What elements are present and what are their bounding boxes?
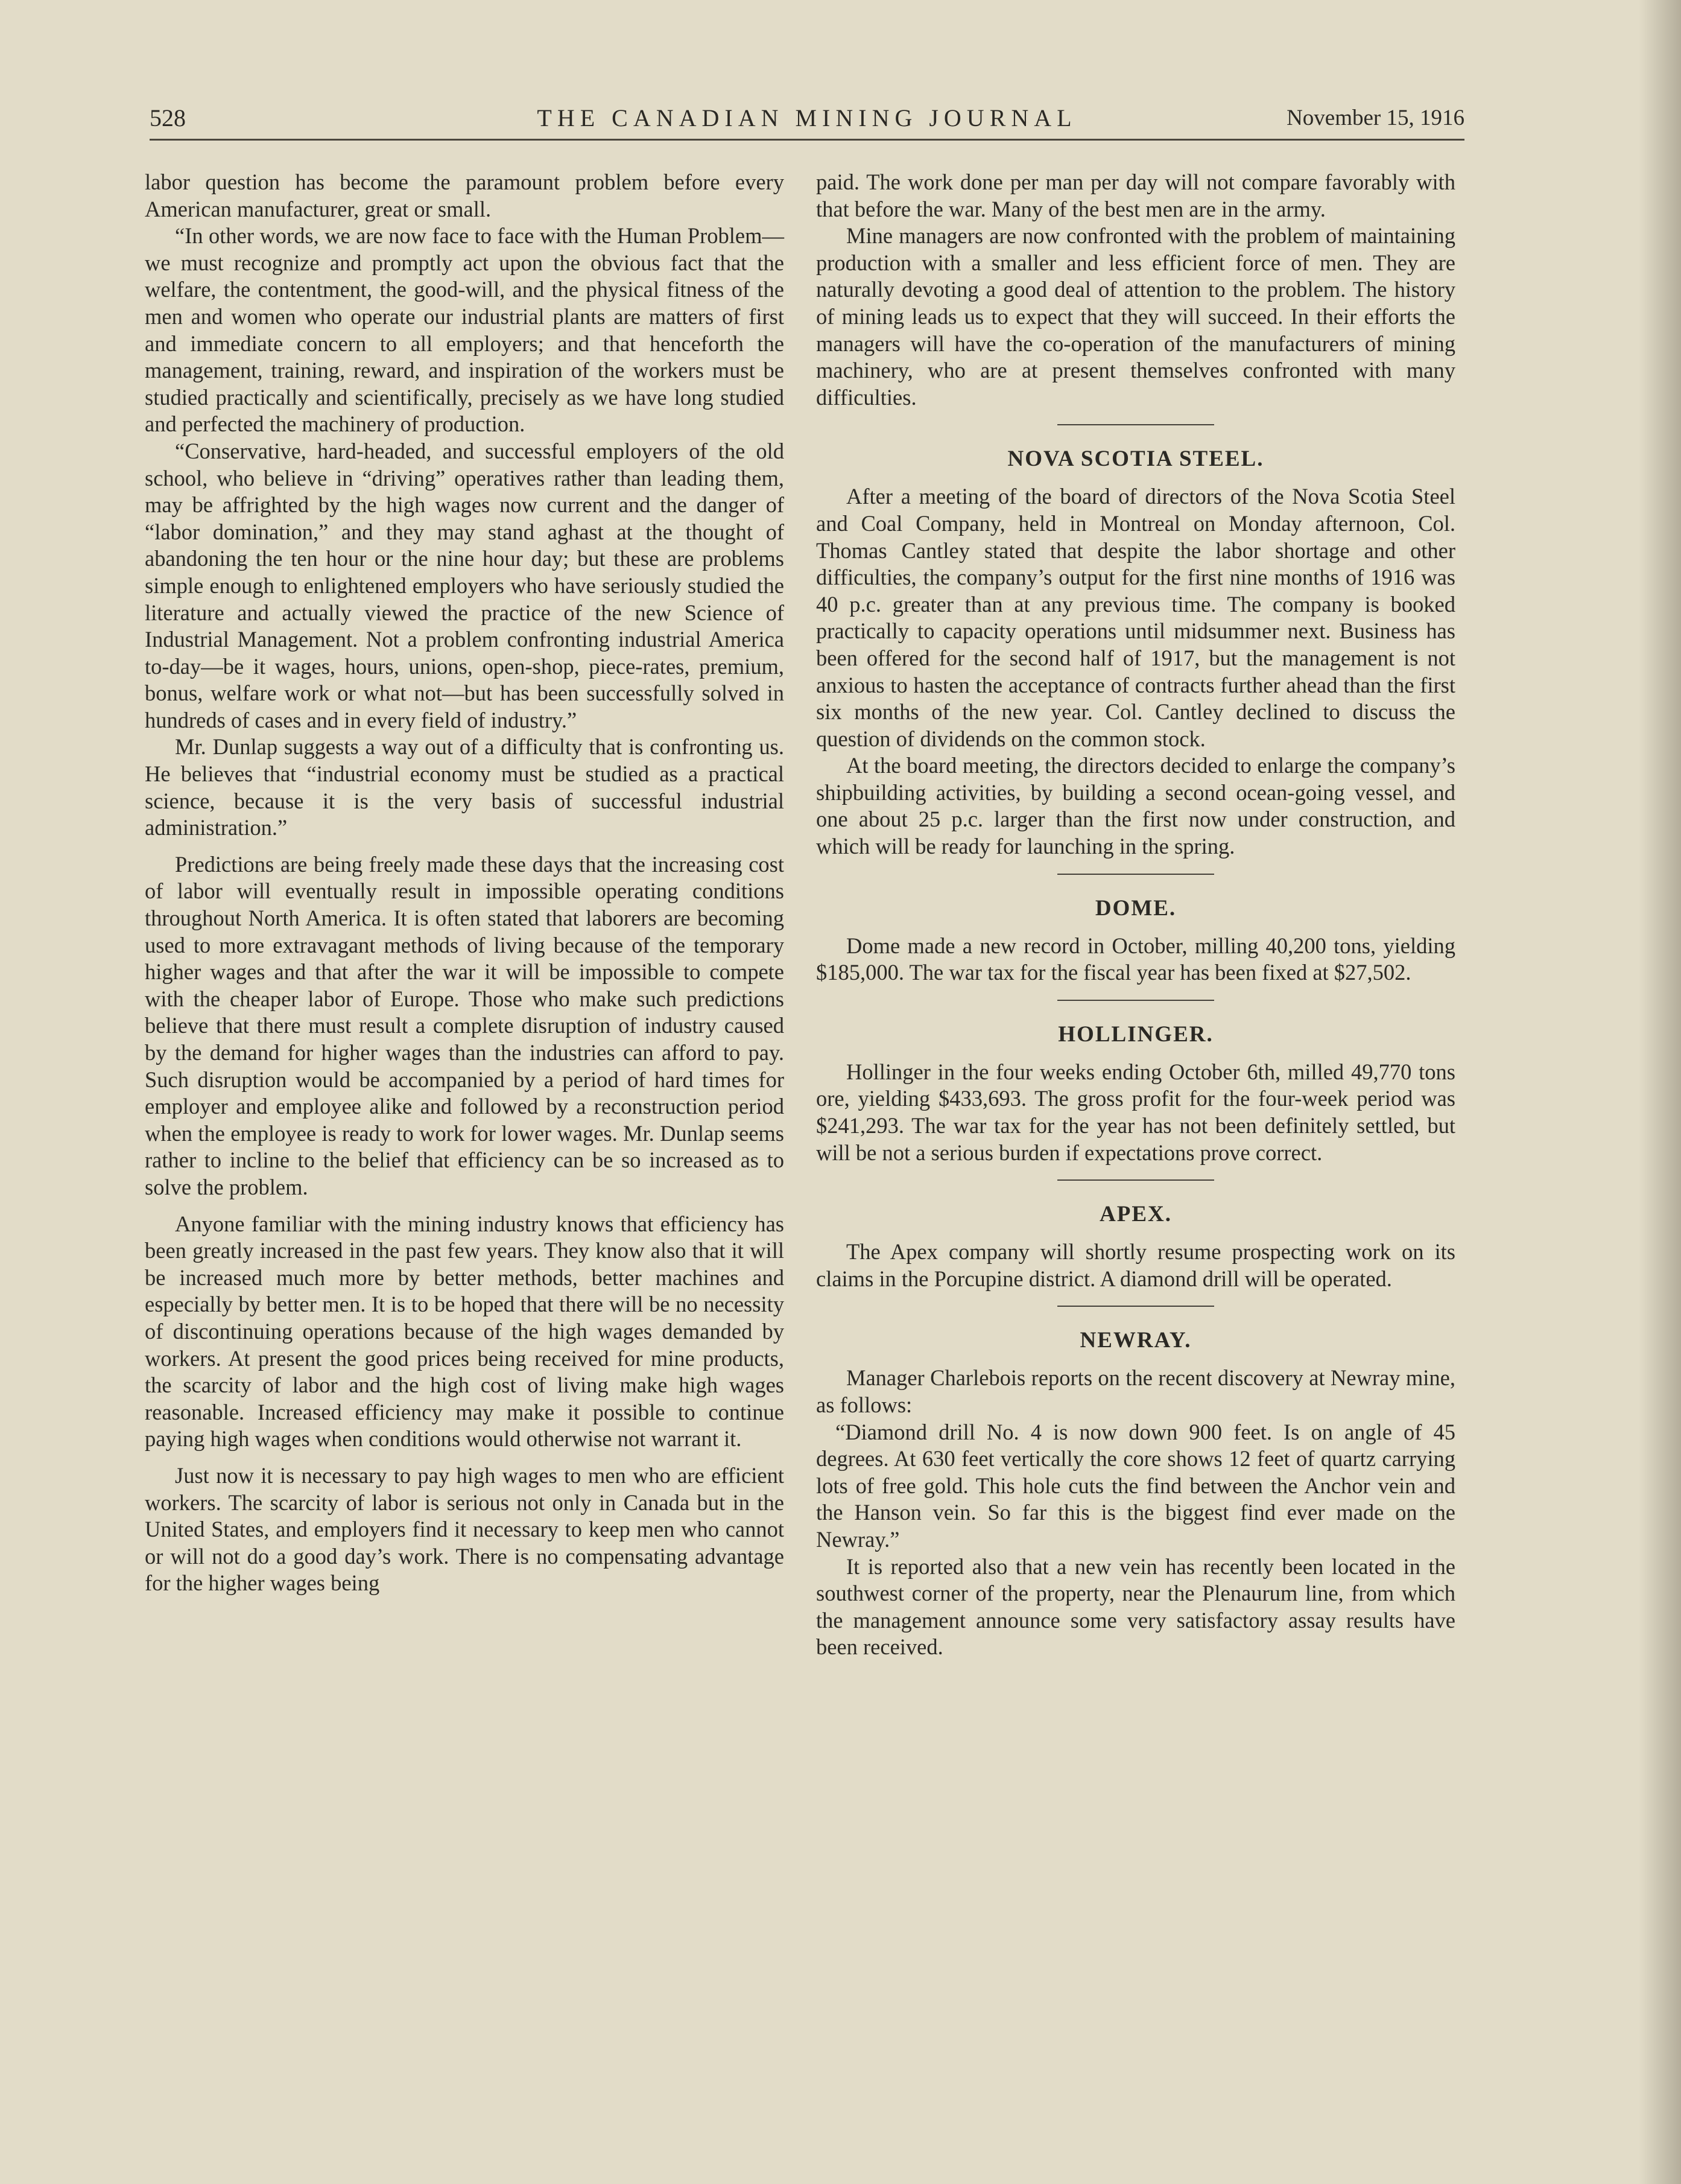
paragraph: The Apex company will shortly resume prospecting work on its claims in the Porcupine district. A diamond drill will be operated. — [816, 1239, 1455, 1291]
section-divider — [1057, 1306, 1214, 1307]
paragraph: Dome made a new record in October, milling 40,200 tons, yielding $185,000. The war tax for the fiscal year has been fixed at $27,502. — [816, 933, 1455, 985]
journal-title: THE CANADIAN MINING JOURNAL — [537, 104, 1077, 132]
paragraph: After a meeting of the board of directors of the Nova Scotia Steel and Coal Company, held in Montreal on Monday afternoon, Col. Thomas Cantley stated that despite the labor shortage and other difficulties, the company’s output for the first nine months of 1916 was 40 p.c. greater than at any previous time. The company is booked practically to capacity operations until midsummer next. Business has been offered for the second half of 1917, but the management is not anxious to hasten the acceptance of contracts further ahead than the first six months of the new year. Col. Cantley declined to discuss the question of dividends on the common stock. — [816, 484, 1455, 751]
section-heading: NEWRAY. — [1080, 1328, 1192, 1353]
paragraph: Manager Charlebois reports on the recent discovery at Newray mine, as follows: — [816, 1365, 1455, 1417]
paragraph: It is reported also that a new vein has recently been located in the southwest corner of the property, near the Plenaurum line, from which the management announce some very satisfactory assay results have been received. — [816, 1554, 1455, 1660]
section-heading: HOLLINGER. — [1058, 1021, 1214, 1047]
issue-date: November 15, 1916 — [1287, 106, 1464, 130]
paragraph: “Diamond drill No. 4 is now down 900 feet. Is on angle of 45 degrees. At 630 feet vertically the core shows 12 feet of quartz carrying lots of free gold. This hole cuts the find between the Anchor vein and the Hanson vein. So far this is the biggest find ever made on the Newray.” — [816, 1419, 1455, 1552]
right-column — [816, 169, 1455, 1661]
paragraph: Mr. Dunlap suggests a way out of a difficulty that is confronting us. He believes that “industrial economy must be studied as a practical science, because it is the very basis of successful industrial administration.” — [145, 734, 784, 840]
section-divider — [1057, 1179, 1214, 1181]
paragraph: Mine managers are now confronted with the problem of maintaining production with a smaller and less efficient force of men. They are naturally devoting a good deal of attention to the problem. The history of mining leads us to expect that they will succeed. In their efforts the managers will have the co-operation of the manufacturers of mining machinery, who are at present themselves confronted with many difficulties. — [816, 223, 1455, 410]
paragraph: Anyone familiar with the mining industry knows that efficiency has been greatly increased in the past few years. They know also that it will be increased much more by better methods, better machines and especially by better men. It is to be hoped that there will be no necessity of discontinuing operations because of the high wages demanded by workers. At present the good prices being received for mine products, the scarcity of labor and the high cost of living make high wages reasonable. Increased efficiency may make it possible to continue paying high wages when conditions would otherwise not warrant it. — [145, 1211, 784, 1452]
paragraph: Predictions are being freely made these days that the increasing cost of labor will eventually result in impossible operating conditions throughout North America. It is often stated that laborers are becoming used to more extravagant methods of living because of the temporary higher wages and that after the war it will be impossible to compete with the cheaper labor of Europe. Those who make such predictions believe that there must result a complete disruption of industry caused by the demand for higher wages than the industries can afford to pay. Such disruption would be accompanied by a period of hard times for employer and employee alike and followed by a reconstruction period when the employee is ready to work for lower wages. Mr. Dunlap seems rather to incline to the belief that efficiency can be so increased as to solve the problem. — [145, 851, 784, 1199]
paragraph: At the board meeting, the directors decided to enlarge the company’s shipbuilding activities, by building a second ocean-going vessel, and one about 25 p.c. larger than the first now under construction, and which will be ready for launching in the spring. — [816, 753, 1455, 859]
header-rule — [150, 139, 1464, 141]
paragraph: “In other words, we are now face to face with the Human Problem—we must recognize and promptly act upon the obvious fact that the welfare, the contentment, the good-will, and the physical fitness of the men and women who operate our industrial plants are matters of first and immediate concern to all employers; and that henceforth the management, training, reward, and inspiration of the workers must be studied practically and scientifically, precisely as we have long studied and perfected the machinery of production. — [145, 223, 784, 437]
running-header — [150, 101, 1464, 142]
paragraph: “Conservative, hard-headed, and successful employers of the old school, who believe in “driving” operatives rather than leading them, may be affrighted by the high wages now current and the danger of “labor domination,” and they may stand aghast at the thought of abandoning the ten hour or the nine hour day; but these are problems simple enough to enlightened employers who have seriously studied the literature and actually viewed the practice of the new Science of Industrial Management. Not a problem confronting industrial America to-day—be it wages, hours, unions, open-shop, piece-rates, premium, bonus, welfare work or what not—but has been successfully solved in hundreds of cases and in every field of industry.” — [145, 438, 784, 732]
page-edge-shadow — [1639, 0, 1681, 2184]
page-number: 528 — [150, 104, 186, 132]
paragraph: paid. The work done per man per day will not compare favorably with that before the war. Many of the best men are in the army. — [816, 170, 1455, 221]
section-heading: DOME. — [1095, 895, 1177, 921]
section-divider — [1057, 874, 1214, 875]
paragraph: Hollinger in the four weeks ending October 6th, milled 49,770 tons ore, yielding $433,693. The gross profit for the four-week period was $241,293. The war tax for the year has not been definitely settled, but will be not a serious burden if expectations prove correct. — [816, 1059, 1455, 1165]
section-divider — [1057, 1000, 1214, 1001]
paragraph: Just now it is necessary to pay high wages to men who are efficient workers. The scarcity of labor is serious not only in Canada but in the United States, and employers find it necessary to keep men who cannot or will not do a good day’s work. There is no compensating advantage for the higher wages being — [145, 1462, 784, 1596]
left-column — [145, 169, 784, 1597]
section-divider — [1057, 424, 1214, 425]
paragraph: labor question has become the paramount problem before every American manufacturer, great or small. — [145, 170, 784, 221]
section-heading: NOVA SCOTIA STEEL. — [1007, 446, 1264, 472]
section-heading: APEX. — [1100, 1202, 1172, 1227]
